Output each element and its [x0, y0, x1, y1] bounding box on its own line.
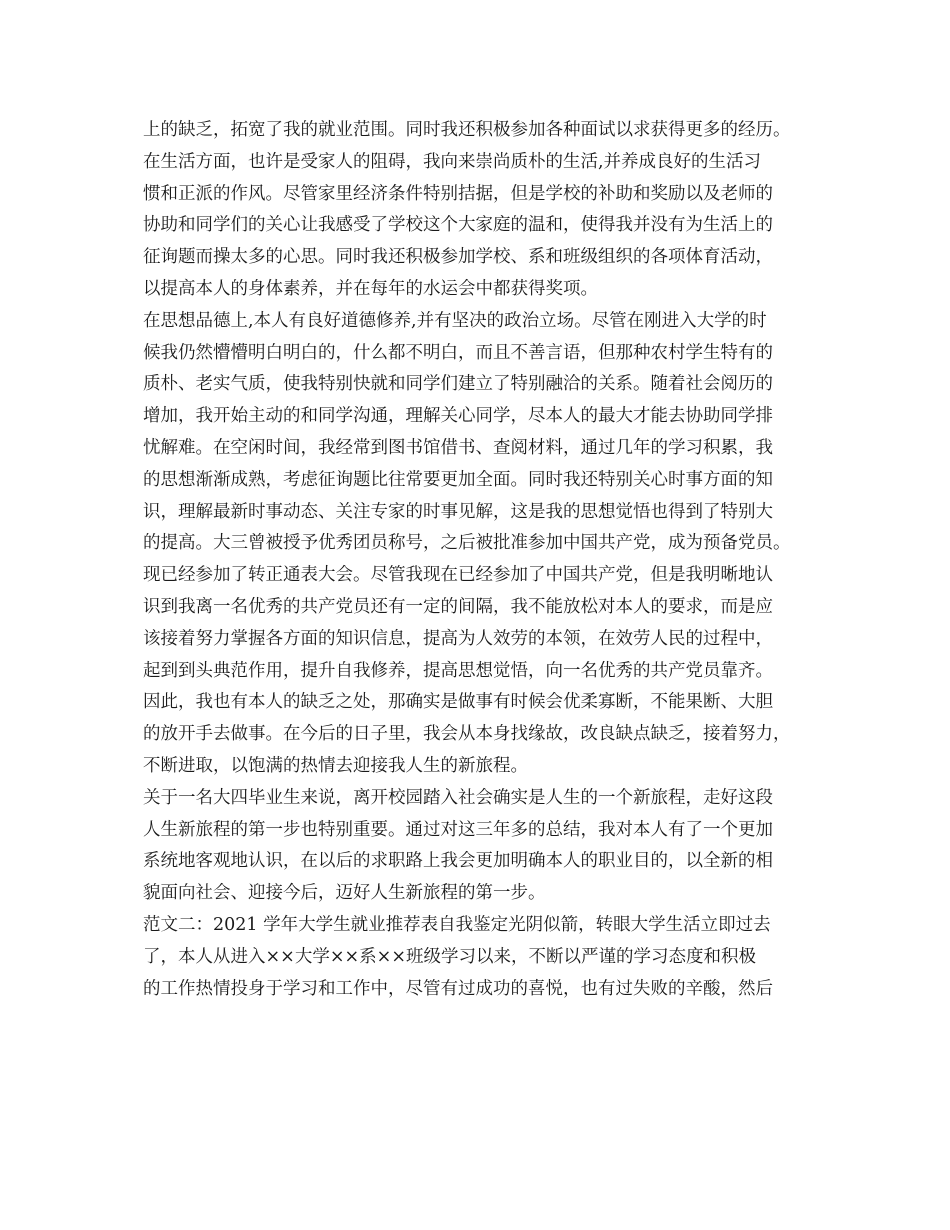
text-line: 不断进取，以饱满的热情去迎接我人生的新旅程。	[143, 755, 528, 776]
text-line: 的提高。大三曾被授予优秀团员称号，之后被批准参加中国共产党，成为预备党员。	[143, 533, 791, 554]
text-line: 范文二：2021 学年大学生就业推荐表自我鉴定光阴似箭，转眼大学生活立即过去	[143, 914, 771, 935]
text-line: 协助和同学们的关心让我感受了学校这个大家庭的温和，使得我并没有为生活上的	[143, 215, 773, 236]
text-line: 系统地客观地认识，在以后的求职路上我会更加明确本人的职业目的，以全新的相	[143, 851, 773, 872]
text-line: 关于一名大四毕业生来说，离开校园踏入社会确实是人生的一个新旅程，走好这段	[143, 787, 773, 808]
text-line: 征询题而操太多的心思。同时我还积极参加学校、系和班级组织的各项体育活动，	[143, 247, 773, 268]
text-line: 现已经参加了转正通表大会。尽管我现在已经参加了中国共产党，但是我明晰地认	[143, 565, 773, 586]
text-line: 上的缺乏，拓宽了我的就业范围。同时我还积极参加各种面试以求获得更多的经历。	[143, 120, 791, 140]
text-line: 了，本人从进入××大学××系××班级学习以来，不断以严谨的学习态度和积极	[143, 946, 756, 967]
text-line: 该接着努力掌握各方面的知识信息，提高为人效劳的本领，在效劳人民的过程中，	[143, 628, 773, 649]
text-line: 貌面向社会、迎接今后，迈好人生新旅程的第一步。	[143, 883, 546, 904]
text-line: 以提高本人的身体素养，并在每年的水运会中都获得奖项。	[143, 278, 598, 299]
text-line: 的思想渐渐成熟，考虑征询题比往常要更加全面。同时我还特别关心时事方面的知	[143, 469, 773, 490]
text-line: 起到到头典范作用，提升自我修养，提高思想觉悟，向一名优秀的共产党员靠齐。	[143, 660, 773, 681]
text-line: 候我仍然懵懵明白明白的，什么都不明白，而且不善言语，但那种农村学生特有的	[143, 342, 773, 363]
text-line: 识，理解最新时事动态、关注专家的时事见解，这是我的思想觉悟也得到了特别大	[143, 501, 773, 522]
text-line: 的工作热情投身于学习和工作中，尽管有过成功的喜悦，也有过失败的辛酸，然后	[143, 978, 773, 999]
text-line: 惯和正派的作风。尽管家里经济条件特别拮据，但是学校的补助和奖励以及老师的	[143, 183, 773, 204]
text-line: 的放开手去做事。在今后的日子里，我会从本身找缘故，改良缺点缺乏，接着努力，	[143, 724, 791, 745]
text-line: 人生新旅程的第一步也特别重要。通过对这三年多的总结，我对本人有了一个更加	[143, 819, 773, 840]
text-line: 识到我离一名优秀的共产党员还有一定的间隔，我不能放松对本人的要求，而是应	[143, 596, 773, 617]
body-text	[143, 115, 843, 1005]
text-line: 因此，我也有本人的缺乏之处，那确实是做事有时候会优柔寡断，不能果断、大胆	[143, 692, 773, 713]
text-line: 增加，我开始主动的和同学沟通，理解关心同学，尽本人的最大才能去协助同学排	[143, 406, 773, 427]
text-line: 忧解难。在空闲时间，我经常到图书馆借书、查阅材料，通过几年的学习积累，我	[143, 437, 773, 458]
text-line: 在生活方面，也许是受家人的阻碍，我向来崇尚质朴的生活,并养成良好的生活习	[143, 151, 762, 172]
text-line: 质朴、老实气质，使我特别快就和同学们建立了特别融洽的关系。随着社会阅历的	[143, 374, 773, 395]
text-line: 在思想品德上,本人有良好道德修养,并有坚决的政治立场。尽管在刚进入大学的时	[143, 310, 767, 331]
